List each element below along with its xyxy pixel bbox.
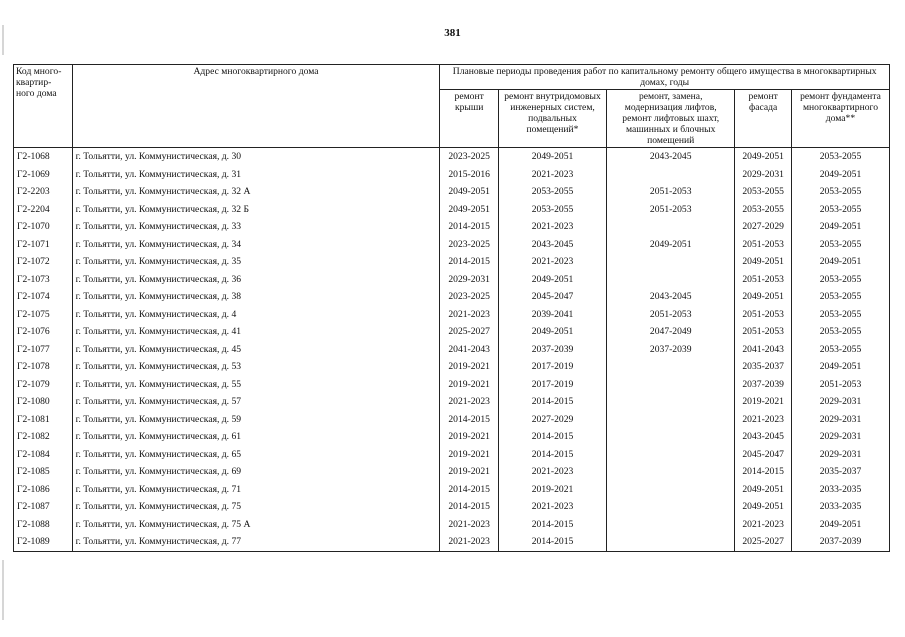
cell-systems: 2021-2023 [498, 498, 606, 516]
cell-elevators: 2049-2051 [607, 236, 735, 254]
cell-address: г. Тольятти, ул. Коммунистическая, д. 32 А [72, 183, 440, 201]
cell-facade: 2037-2039 [735, 376, 792, 394]
cell-roof: 2014-2015 [440, 253, 499, 271]
table-row [14, 411, 890, 429]
cell-roof: 2041-2043 [440, 341, 499, 359]
cell-facade: 2053-2055 [735, 201, 792, 219]
cell-systems: 2049-2051 [498, 271, 606, 289]
cell-address: г. Тольятти, ул. Коммунистическая, д. 55 [72, 376, 440, 394]
cell-systems: 2019-2021 [498, 481, 606, 499]
cell-elevators [607, 463, 735, 481]
cell-code: Г2-1079 [14, 376, 73, 394]
cell-facade: 2053-2055 [735, 183, 792, 201]
cell-roof: 2021-2023 [440, 306, 499, 324]
header-address: Адрес многоквартирного дома [72, 65, 440, 148]
table-row [14, 218, 890, 236]
cell-facade: 2041-2043 [735, 341, 792, 359]
cell-code: Г2-1085 [14, 463, 73, 481]
cell-facade: 2049-2051 [735, 253, 792, 271]
cell-facade: 2035-2037 [735, 358, 792, 376]
cell-code: Г2-2203 [14, 183, 73, 201]
cell-systems: 2014-2015 [498, 393, 606, 411]
cell-foundation: 2029-2031 [791, 428, 889, 446]
cell-systems: 2043-2045 [498, 236, 606, 254]
cell-address: г. Тольятти, ул. Коммунистическая, д. 69 [72, 463, 440, 481]
cell-elevators [607, 253, 735, 271]
cell-facade: 2029-2031 [735, 166, 792, 184]
cell-elevators [607, 218, 735, 236]
cell-systems: 2027-2029 [498, 411, 606, 429]
table-row [14, 323, 890, 341]
cell-address: г. Тольятти, ул. Коммунистическая, д. 34 [72, 236, 440, 254]
cell-elevators [607, 271, 735, 289]
cell-systems: 2014-2015 [498, 533, 606, 551]
cell-foundation: 2037-2039 [791, 533, 889, 551]
cell-facade: 2043-2045 [735, 428, 792, 446]
cell-elevators: 2047-2049 [607, 323, 735, 341]
cell-facade: 2045-2047 [735, 446, 792, 464]
header-foundation: ремонт фундамента многоквартирного дома** [791, 90, 889, 148]
cell-address: г. Тольятти, ул. Коммунистическая, д. 41 [72, 323, 440, 341]
cell-facade: 2051-2053 [735, 306, 792, 324]
cell-facade: 2049-2051 [735, 498, 792, 516]
table-row [14, 341, 890, 359]
cell-roof: 2015-2016 [440, 166, 499, 184]
cell-foundation: 2033-2035 [791, 481, 889, 499]
cell-systems: 2049-2051 [498, 323, 606, 341]
cell-address: г. Тольятти, ул. Коммунистическая, д. 77 [72, 533, 440, 551]
cell-elevators [607, 446, 735, 464]
cell-foundation: 2049-2051 [791, 166, 889, 184]
cell-address: г. Тольятти, ул. Коммунистическая, д. 75 [72, 498, 440, 516]
cell-foundation: 2053-2055 [791, 183, 889, 201]
cell-facade: 2049-2051 [735, 481, 792, 499]
cell-address: г. Тольятти, ул. Коммунистическая, д. 38 [72, 288, 440, 306]
cell-systems: 2021-2023 [498, 218, 606, 236]
cell-foundation: 2049-2051 [791, 253, 889, 271]
cell-systems: 2053-2055 [498, 183, 606, 201]
cell-elevators [607, 498, 735, 516]
table-row [14, 271, 890, 289]
cell-systems: 2021-2023 [498, 463, 606, 481]
header-facade: ремонт фасада [735, 90, 792, 148]
cell-facade: 2021-2023 [735, 516, 792, 534]
cell-address: г. Тольятти, ул. Коммунистическая, д. 31 [72, 166, 440, 184]
cell-code: Г2-1082 [14, 428, 73, 446]
cell-code: Г2-1086 [14, 481, 73, 499]
cell-systems: 2021-2023 [498, 253, 606, 271]
cell-roof: 2014-2015 [440, 498, 499, 516]
cell-foundation: 2035-2037 [791, 463, 889, 481]
cell-elevators: 2051-2053 [607, 183, 735, 201]
cell-systems: 2045-2047 [498, 288, 606, 306]
cell-foundation: 2053-2055 [791, 148, 889, 166]
table-row [14, 446, 890, 464]
cell-code: Г2-2204 [14, 201, 73, 219]
cell-code: Г2-1076 [14, 323, 73, 341]
scan-artifact [2, 560, 4, 620]
cell-foundation: 2053-2055 [791, 341, 889, 359]
cell-elevators [607, 516, 735, 534]
cell-foundation: 2053-2055 [791, 236, 889, 254]
cell-elevators: 2037-2039 [607, 341, 735, 359]
cell-roof: 2049-2051 [440, 183, 499, 201]
cell-roof: 2014-2015 [440, 481, 499, 499]
cell-code: Г2-1070 [14, 218, 73, 236]
cell-facade: 2051-2053 [735, 271, 792, 289]
cell-systems: 2039-2041 [498, 306, 606, 324]
table-row [14, 148, 890, 166]
cell-foundation: 2029-2031 [791, 411, 889, 429]
cell-roof: 2021-2023 [440, 516, 499, 534]
cell-foundation: 2029-2031 [791, 446, 889, 464]
cell-address: г. Тольятти, ул. Коммунистическая, д. 30 [72, 148, 440, 166]
cell-elevators: 2051-2053 [607, 201, 735, 219]
cell-roof: 2023-2025 [440, 236, 499, 254]
cell-facade: 2019-2021 [735, 393, 792, 411]
cell-code: Г2-1087 [14, 498, 73, 516]
cell-code: Г2-1073 [14, 271, 73, 289]
cell-facade: 2027-2029 [735, 218, 792, 236]
cell-systems: 2017-2019 [498, 376, 606, 394]
cell-address: г. Тольятти, ул. Коммунистическая, д. 35 [72, 253, 440, 271]
table-row [14, 253, 890, 271]
cell-code: Г2-1089 [14, 533, 73, 551]
cell-address: г. Тольятти, ул. Коммунистическая, д. 65 [72, 446, 440, 464]
table-row [14, 306, 890, 324]
cell-code: Г2-1072 [14, 253, 73, 271]
table-row [14, 481, 890, 499]
cell-facade: 2051-2053 [735, 236, 792, 254]
cell-systems: 2021-2023 [498, 166, 606, 184]
table-row [14, 498, 890, 516]
cell-roof: 2023-2025 [440, 148, 499, 166]
cell-code: Г2-1069 [14, 166, 73, 184]
cell-foundation: 2033-2035 [791, 498, 889, 516]
cell-roof: 2019-2021 [440, 376, 499, 394]
cell-elevators [607, 481, 735, 499]
cell-elevators [607, 533, 735, 551]
cell-elevators [607, 411, 735, 429]
cell-facade: 2014-2015 [735, 463, 792, 481]
cell-address: г. Тольятти, ул. Коммунистическая, д. 45 [72, 341, 440, 359]
cell-facade: 2049-2051 [735, 288, 792, 306]
header-elevators: ремонт, замена, модернизация лифтов, ремонт лифтовых шахт, машинных и блочных помещений [607, 90, 735, 148]
cell-code: Г2-1080 [14, 393, 73, 411]
table-row [14, 201, 890, 219]
cell-address: г. Тольятти, ул. Коммунистическая, д. 53 [72, 358, 440, 376]
table-row [14, 463, 890, 481]
cell-roof: 2023-2025 [440, 288, 499, 306]
capital-repair-table [13, 64, 890, 552]
cell-address: г. Тольятти, ул. Коммунистическая, д. 33 [72, 218, 440, 236]
cell-roof: 2014-2015 [440, 218, 499, 236]
cell-roof: 2049-2051 [440, 201, 499, 219]
cell-facade: 2049-2051 [735, 148, 792, 166]
cell-roof: 2019-2021 [440, 463, 499, 481]
cell-code: Г2-1081 [14, 411, 73, 429]
cell-foundation: 2053-2055 [791, 271, 889, 289]
cell-code: Г2-1074 [14, 288, 73, 306]
cell-roof: 2014-2015 [440, 411, 499, 429]
cell-elevators [607, 428, 735, 446]
header-systems: ремонт внутридомовых инженерных систем, подвальных помещений* [498, 90, 606, 148]
table-row [14, 358, 890, 376]
cell-elevators: 2051-2053 [607, 306, 735, 324]
cell-address: г. Тольятти, ул. Коммунистическая, д. 4 [72, 306, 440, 324]
cell-facade: 2021-2023 [735, 411, 792, 429]
cell-address: г. Тольятти, ул. Коммунистическая, д. 61 [72, 428, 440, 446]
cell-code: Г2-1068 [14, 148, 73, 166]
cell-systems: 2014-2015 [498, 446, 606, 464]
cell-code: Г2-1075 [14, 306, 73, 324]
cell-elevators [607, 376, 735, 394]
cell-address: г. Тольятти, ул. Коммунистическая, д. 71 [72, 481, 440, 499]
cell-facade: 2051-2053 [735, 323, 792, 341]
cell-systems: 2017-2019 [498, 358, 606, 376]
cell-address: г. Тольятти, ул. Коммунистическая, д. 59 [72, 411, 440, 429]
cell-code: Г2-1088 [14, 516, 73, 534]
cell-systems: 2053-2055 [498, 201, 606, 219]
scan-artifact [2, 25, 4, 55]
cell-roof: 2019-2021 [440, 428, 499, 446]
cell-systems: 2014-2015 [498, 516, 606, 534]
cell-code: Г2-1084 [14, 446, 73, 464]
cell-systems: 2049-2051 [498, 148, 606, 166]
cell-roof: 2021-2023 [440, 393, 499, 411]
cell-roof: 2019-2021 [440, 358, 499, 376]
table-row [14, 533, 890, 551]
cell-elevators: 2043-2045 [607, 288, 735, 306]
table-row [14, 236, 890, 254]
cell-foundation: 2049-2051 [791, 358, 889, 376]
cell-foundation: 2053-2055 [791, 288, 889, 306]
cell-foundation: 2049-2051 [791, 516, 889, 534]
cell-address: г. Тольятти, ул. Коммунистическая, д. 36 [72, 271, 440, 289]
cell-address: г. Тольятти, ул. Коммунистическая, д. 32 Б [72, 201, 440, 219]
cell-code: Г2-1077 [14, 341, 73, 359]
header-code: Код много-квартир-ного дома [14, 65, 73, 148]
cell-elevators [607, 393, 735, 411]
cell-foundation: 2053-2055 [791, 201, 889, 219]
header-periods: Плановые периоды проведения работ по капитальному ремонту общего имущества в многоквартирных домах, годы [440, 65, 890, 90]
table-row [14, 288, 890, 306]
cell-roof: 2025-2027 [440, 323, 499, 341]
header-roof: ремонт крыши [440, 90, 499, 148]
cell-address: г. Тольятти, ул. Коммунистическая, д. 75 А [72, 516, 440, 534]
table-row [14, 166, 890, 184]
cell-code: Г2-1078 [14, 358, 73, 376]
table-body [14, 148, 890, 552]
cell-foundation: 2051-2053 [791, 376, 889, 394]
cell-roof: 2019-2021 [440, 446, 499, 464]
cell-foundation: 2053-2055 [791, 323, 889, 341]
cell-systems: 2014-2015 [498, 428, 606, 446]
cell-address: г. Тольятти, ул. Коммунистическая, д. 57 [72, 393, 440, 411]
table-row [14, 376, 890, 394]
table-row [14, 183, 890, 201]
table-row [14, 393, 890, 411]
cell-foundation: 2053-2055 [791, 306, 889, 324]
page-number: 381 [444, 27, 461, 39]
cell-systems: 2037-2039 [498, 341, 606, 359]
cell-elevators: 2043-2045 [607, 148, 735, 166]
cell-foundation: 2029-2031 [791, 393, 889, 411]
cell-roof: 2021-2023 [440, 533, 499, 551]
table-row [14, 516, 890, 534]
cell-elevators [607, 166, 735, 184]
cell-facade: 2025-2027 [735, 533, 792, 551]
cell-code: Г2-1071 [14, 236, 73, 254]
cell-roof: 2029-2031 [440, 271, 499, 289]
cell-foundation: 2049-2051 [791, 218, 889, 236]
table-row [14, 428, 890, 446]
cell-elevators [607, 358, 735, 376]
